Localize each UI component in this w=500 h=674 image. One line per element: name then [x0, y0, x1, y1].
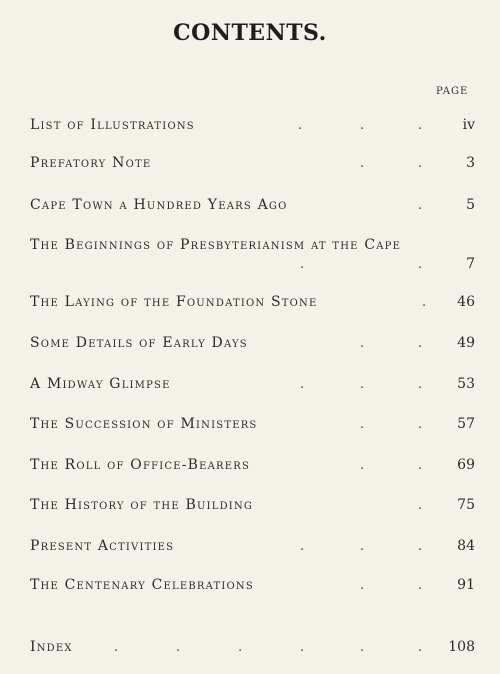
- toc-entry-page: 5: [466, 197, 475, 213]
- toc-entry-page: 108: [448, 639, 475, 655]
- toc-entry-title: Some Details of Early Days: [30, 335, 248, 351]
- leader-dot: .: [114, 640, 119, 655]
- toc-entry-page: 69: [457, 457, 475, 473]
- leader-dot: .: [418, 498, 423, 513]
- leader-dot: .: [360, 336, 365, 351]
- toc-entry-title: A Midway Glimpse: [30, 376, 171, 392]
- toc-entry-prefatory-note[interactable]: [30, 154, 475, 173]
- toc-entry-title: Prefatory Note: [30, 155, 152, 171]
- toc-entry-cape-town[interactable]: [30, 196, 475, 215]
- toc-entry-page: 46: [457, 294, 475, 310]
- toc-entry-page: 57: [457, 416, 475, 432]
- toc-entry-history-of-building[interactable]: [30, 496, 475, 515]
- toc-entry-title: The Beginnings of Presbyterianism at the Cape: [30, 237, 402, 253]
- toc-entry-list-of-illustrations[interactable]: [30, 116, 475, 135]
- leader-dot: .: [360, 118, 365, 133]
- toc-entry-beginnings-of-presbyterianism[interactable]: [30, 236, 475, 272]
- toc-entry-page: iv: [462, 117, 475, 133]
- leader-dot: .: [418, 257, 423, 272]
- toc-entry-page: 75: [457, 497, 475, 513]
- toc-entry-page: 84: [457, 538, 475, 554]
- leader-dot: .: [360, 578, 365, 593]
- leader-dot: .: [418, 417, 423, 432]
- page-title: CONTENTS.: [173, 20, 327, 46]
- leader-dot: .: [238, 640, 243, 655]
- leader-dot: .: [300, 377, 305, 392]
- leader-dot: .: [418, 539, 423, 554]
- toc-entry-present-activities[interactable]: [30, 537, 475, 556]
- toc-entry-title: The Succession of Ministers: [30, 416, 258, 432]
- leader-dot: .: [360, 640, 365, 655]
- toc-entry-index[interactable]: [30, 638, 475, 657]
- toc-entry-page: 49: [457, 335, 475, 351]
- leader-dot: .: [418, 118, 423, 133]
- leader-dot: .: [360, 417, 365, 432]
- leader-dot: .: [418, 156, 423, 171]
- leader-dot: .: [418, 640, 423, 655]
- leader-dot: .: [360, 539, 365, 554]
- toc-entry-page: 3: [466, 155, 475, 171]
- leader-dot: .: [300, 257, 305, 272]
- leader-dot: .: [422, 295, 427, 310]
- toc-entry-title: Cape Town a Hundred Years Ago: [30, 197, 288, 213]
- leader-dot: .: [418, 336, 423, 351]
- leader-dot: .: [360, 377, 365, 392]
- leader-dot: .: [418, 578, 423, 593]
- toc-entry-midway-glimpse[interactable]: [30, 375, 475, 394]
- leader-dot: .: [300, 640, 305, 655]
- leader-dot: .: [418, 377, 423, 392]
- toc-entry-foundation-stone[interactable]: [30, 293, 475, 312]
- leader-dot: .: [418, 198, 423, 213]
- toc-entry-page: 7: [466, 256, 475, 272]
- toc-entry-title: The Centenary Celebrations: [30, 577, 254, 593]
- toc-entry-title: List of Illustrations: [30, 117, 195, 133]
- toc-entry-title: The Roll of Office-Bearers: [30, 457, 251, 473]
- leader-dot: .: [418, 458, 423, 473]
- toc-entry-title: Present Activities: [30, 538, 175, 554]
- toc-entry-title: The Laying of the Foundation Stone: [30, 294, 318, 310]
- leader-dot: .: [360, 156, 365, 171]
- toc-entry-page: 53: [457, 376, 475, 392]
- toc-entry-succession-of-ministers[interactable]: [30, 415, 475, 434]
- toc-entry-office-bearers[interactable]: [30, 456, 475, 475]
- page-column-label: PAGE: [436, 86, 469, 97]
- toc-entry-title: The History of the Building: [30, 497, 254, 513]
- leader-dot: .: [300, 539, 305, 554]
- toc-entry-centenary-celebrations[interactable]: [30, 576, 475, 595]
- leader-dot: .: [298, 118, 303, 133]
- leader-dot: .: [360, 458, 365, 473]
- toc-entry-early-days[interactable]: [30, 334, 475, 353]
- toc-entry-page: 91: [457, 577, 475, 593]
- leader-dot: .: [176, 640, 181, 655]
- toc-entry-title: Index: [30, 639, 73, 655]
